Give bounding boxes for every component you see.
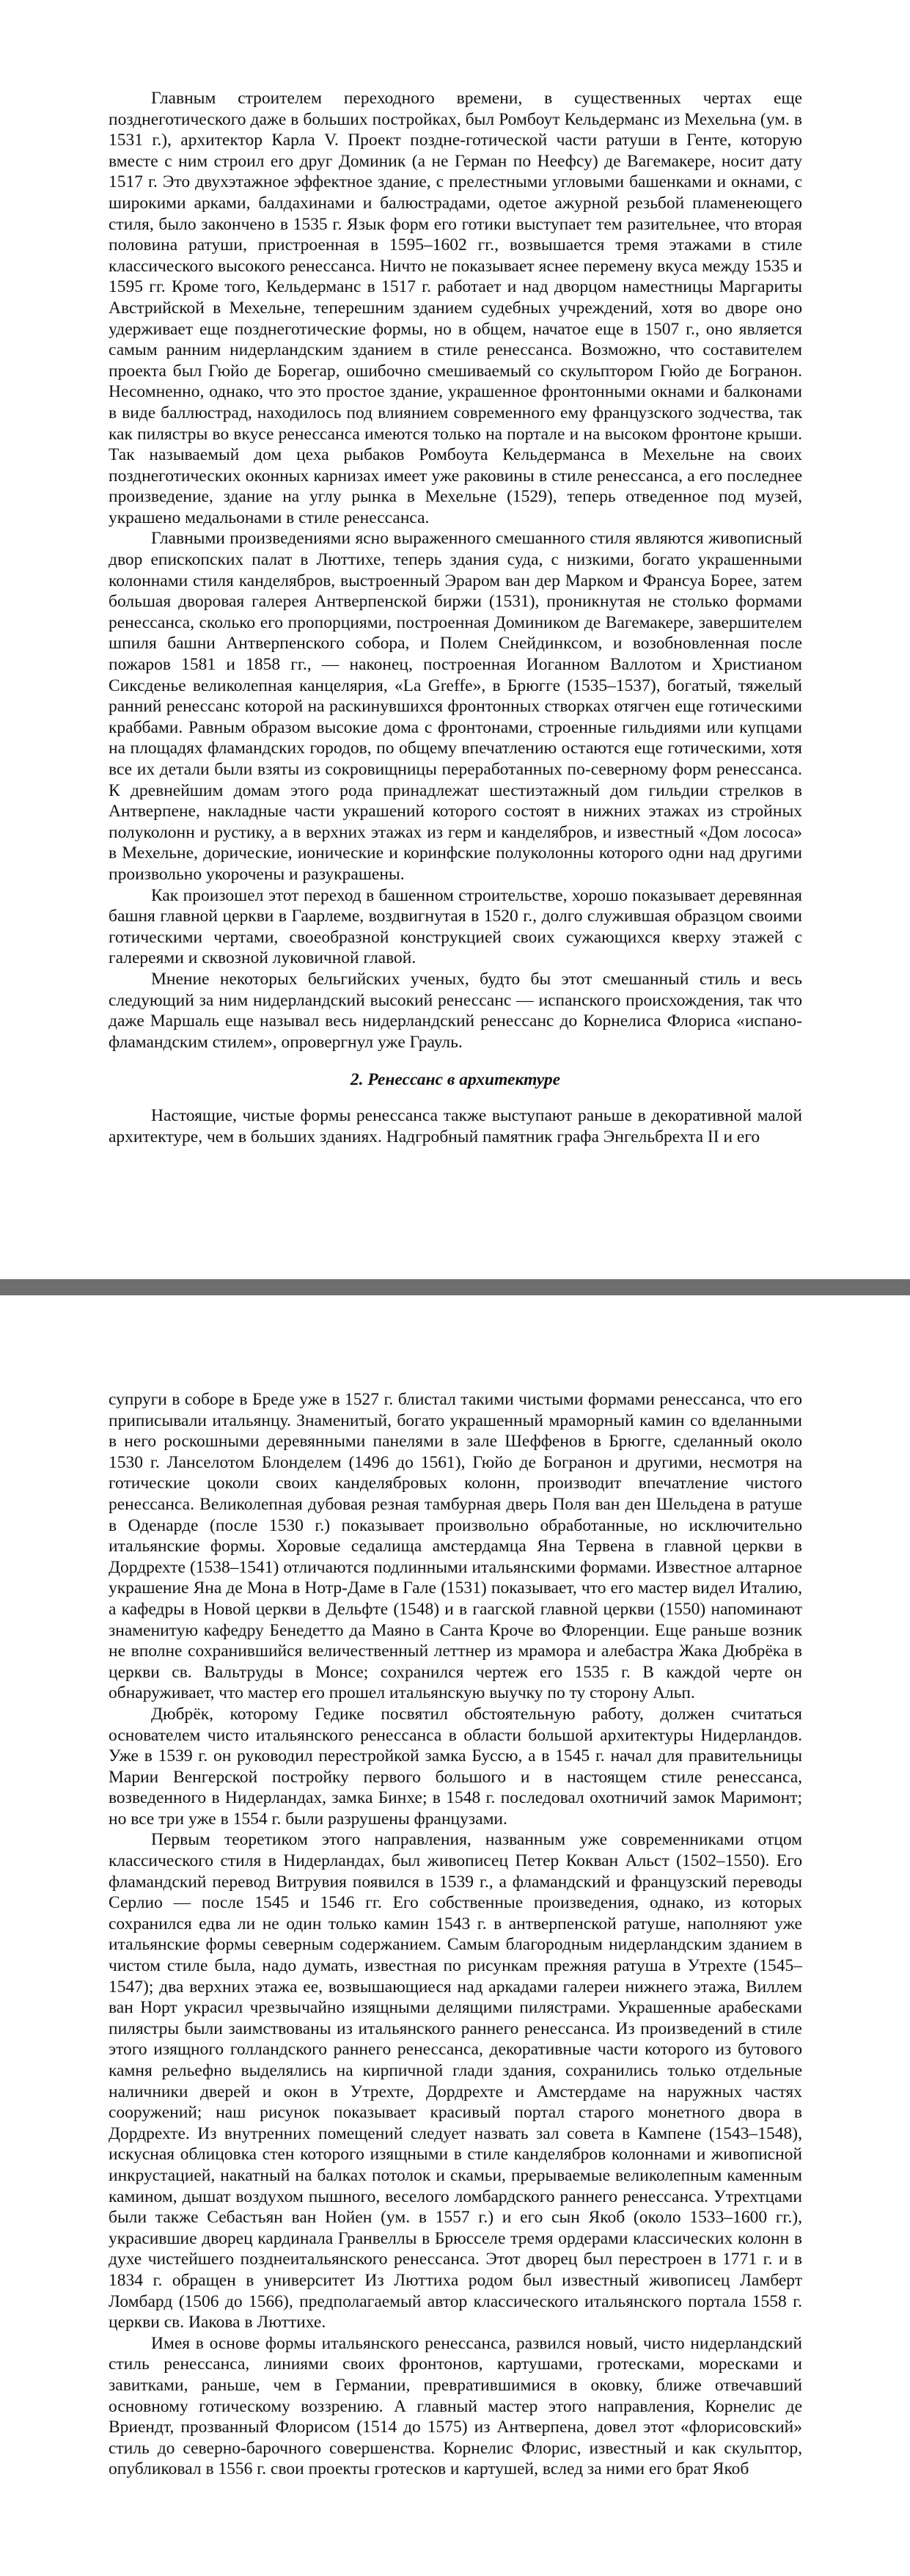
paragraph: Главными произведениями ясно выраженного смешанного стиля являются живописный двор епископских палат в Люттихе, теперь здания суда, с низкими, богато украшенными колоннами стиля канделябров, выстроенный Эраром ван дер Марком и Франсуа Борее, затем большая дворовая галерея Антверпенской биржи (1531), проникнутая не столько формами ренессанса, сколько его пропорциями, построенная Домиником де Вагемакере, завершителем шпиля башни Антверпенского собора, и Полем Снейдинксом, и возобновленная после пожаров 1581 и 1858 гг., — наконец, построенная Иоганном Валлотом и Христианом Сиксденье великолепная канцелярия, «La Greffe», в Брюгге (1535–1537), богатый, тяжелый ранний ренессанс которой на раскинувшихся фронтонных створках отягчен еще готическими краббами. Равным образом высокие дома с фронтонами, строенные гильдиями или купцами на площадях фламандских городов, по общему впечатлению остаются еще готическими, хотя все их детали были взяты из сокровищницы переработанных по-северному форм ренессанса. К древнейшим домам этого рода принадлежат шестиэтажный дом гильдии стрелков в Антверпене, накладные части украшений которого состоят в нижних этажах из стройных полуколонн и рустику, а в верхних этажах из герм и канделябров, и известный «Дом лососа» в Мехельне, дорические, ионические и коринфские полуколонны которого одни над другими произвольно укорочены и разукрашены.: [109, 529, 802, 884]
paragraph: Главным строителем переходного времени, в существенных чертах еще позднеготического даже в больших постройках, был Ромбоут Кельдерманс из Мехельна (ум. в 1531 г.), архитектор Карла V. Проект поздне-готической части ратуши в Генте, которую вместе с ним строил его друг Доминик (а не Герман по Неефсу) де Вагемакере, носит дату 1517 г. Это двухэтажное эффектное здание, с прелестными угловыми башенками и окнами, с широкими арками, балдахинами и балюстрадами, одетое ажурной резьбой пламенеющего стиля, было закончено в 1535 г. Язык форм его готики выступает тем разительнее, что вторая половина ратуши, пристроенная в 1595–1602 гг., возвышается тремя этажами в стиле классического высокого ренессанса. Ничто не показывает яснее перемену вкуса между 1535 и 1595 гг. Кроме того, Кельдерманс в 1517 г. работает и над дворцом наместницы Маргариты Австрийской в Мехельне, теперешним зданием судебных учреждений, хотя во дворе оно удерживает еще позднеготические формы, но в общем, начатое еще в 1507 г., оно является самым ранним нидерландским зданием в стиле ренессанса. Возможно, что составителем проекта был Гюйо де Борегар, ошибочно смешиваемый со скульптором Гюйо де Богранон. Несомненно, однако, что это простое здание, украшенное фронтонными окнами и балконами в виде баллюстрад, находилось под влиянием современного ему французского зодчества, так как пилястры во вкусе ренессанса имеются только на портале и на высоком фронтоне крыши. Так называемый дом цеха рыбаков Ромбоута Кельдерманса в Мехельне на своих позднеготических оконных карнизах имеет уже раковины в стиле ренессанса, а его последнее произведение, здание на углу рынка в Мехельне (1529), теперь отведенное под музей, украшено медальонами в стиле ренессанса.: [109, 89, 802, 527]
paragraph: Настоящие, чистые формы ренессанса также выступают раньше в декоративной малой архитектуре, чем в больших зданиях. Надгробный памятник графа Энгельбрехта II и его: [109, 1106, 802, 1146]
paragraph: Имея в основе формы итальянского ренессанса, развился новый, чисто нидерландский стиль ренессанса, линиями своих фронтонов, картушами, гротесками, моресками и завитками, раньше, чем в Германии, превратившимися в оковку, ближе отвечавший основному готическому воззрению. А главный мастер этого направления, Корнелис де Вриендт, прозванный Флорисом (1514 до 1575) из Антверпена, довел этот «флорисовский» стиль до северно-барочного совершенства. Корнелис Флорис, известный и как скульптор, опубликовал в 1556 г. свои проекты гротесков и картушей, вслед за ними его брат Якоб: [109, 2333, 802, 2479]
paragraph: Первым теоретиком этого направления, названным уже современниками отцом классического стиля в Нидерландах, был живописец Петер Кокван Альст (1502–1550). Его фламандский перевод Витрувия появился в 1539 г., а фламандский и французский переводы Серлио — после 1545 и 1546 гг. Его собственные произведения, однако, из которых сохранился едва ли не один только камин 1543 г. в антверпенской ратуше, наполняют уже итальянские формы северным содержанием. Самым благородным нидерландским зданием в чистом стиле была, надо думать, известная по рисункам прежняя ратуша в Утрехте (1545–1547); два верхних этажа ее, возвышающиеся над аркадами галереи нижнего этажа, Виллем ван Норт украсил чрезвычайно изящными делящими пилястрами. Украшенные арабесками пилястры были заимствованы из итальянского раннего ренессанса. Из произведений в стиле этого изящного голландского раннего ренессанса, декоративные части которого из бутового камня рельефно выделялись на кирпичной глади здания, сохранились только отдельные наличники дверей и окон в Утрехте, Дордрехте и Амстердаме на наружных частях сооружений; наш рисунок показывает красивый портал старого монетного двора в Дордрехте. Из внутренних помещений следует назвать зал совета в Кампене (1543–1548), искусная облицовка стен которого изящными в стиле канделябров колоннами и живописной инкрустацией, накатный на балках потолок и скамьи, прерываемые великолепным каменным камином, дышат воздухом пышного, веселого ломбардского раннего ренессанса. Утрехтцами были также Себастьян ван Нойен (ум. в 1557 г.) и его сын Якоб (около 1533–1600 гг.), украсившие дворец кардинала Гранвеллы в Брюсселе тремя ордерами классических колонн в духе чистейшего позднеитальянского ренессанса. Этот дворец был перестроен в 1771 г. и в 1834 г. обращен в университет Из Люттиха родом был известный живописец Ламберт Ломбард (1506 до 1566), предполагаемый автор классического итальянского портала 1558 г. церкви св. Иакова в Люттихе.: [109, 1830, 802, 2332]
paragraph: Дюбрёк, которому Гедике посвятил обстоятельную работу, должен считаться основателем чисто итальянского ренессанса в области большой архитектуры Нидерландов. Уже в 1539 г. он руководил перестройкой замка Буссю, а в 1545 г. начал для правительницы Марии Венгерской постройку первого большого и в настоящем стиле ренессанса, возведенного в Нидерландах, замка Бинхе; в 1548 г. последовал охотничий замок Маримонт; но все три уже в 1554 г. были разрушены французами.: [109, 1704, 802, 1829]
section-heading: 2. Ренессанс в архитектуре: [350, 1070, 561, 1090]
page-1: [0, 0, 910, 1279]
paragraph-continuation: супруги в соборе в Бреде уже в 1527 г. блистал такими чистыми формами ренессанса, что его приписывали итальянцу. Знаменитый, богато украшенный мраморный камин со вделанными в него роскошными деревянными панелями в зале Шеффенов в Брюгге, сделанный около 1530 г. Ланселотом Блонделем (1496 до 1561), Гюйо де Богранон и другими, несмотря на готические цоколи своих канделябровых колонн, производит впечатление чистого ренессанса. Великолепная дубовая резная тамбурная дверь Поля ван ден Шельдена в ратуше в Оденарде (после 1530 г.) показывает произвольно обработанные, но исключительно итальянские формы. Хоровые седалища амстердамца Яна Тервена в главной церкви в Дордрехте (1538–1541) отличаются подлинными итальянскими формами. Известное алтарное украшение Яна де Мона в Нотр-Даме в Гале (1531) показывает, что его мастер видел Италию, а кафедры в Новой церкви в Дельфте (1548) и в гаагской главной церкви (1550) напоминают знаменитую кафедру Бенедетто да Маяно в Санта Кроче во Флоренции. Еще раньше возник не вполне сохранившийся величественный леттнер из мрамора и алебастра Жака Дюбрёка в церкви св. Вальтруды в Монсе; сохранился чертеж его 1535 г. В каждой черте он обнаруживает, что мастер его прошел итальянскую выучку по ту сторону Альп.: [109, 1390, 802, 1703]
page-2: [0, 1295, 910, 2576]
page-2-text: [109, 1389, 802, 2480]
paragraph: Как произошел этот переход в башенном строительстве, хорошо показывает деревянная башня главной церкви в Гаарлеме, воздвигнутая в 1520 г., долго служившая образцом своими готическими чертами, своеобразной конструкцией своих сужающихся кверху этажей с галереями и сквозной луковичной главой.: [109, 885, 802, 968]
page-1-text: [109, 88, 802, 1148]
paragraph: Мнение некоторых бельгийских ученых, будто бы этот смешанный стиль и весь следующий за ним нидерландский высокий ренессанс — испанского происхождения, так что даже Маршаль еще называл весь нидерландский ренессанс до Корнелиса Флориса «испано-фламандским стилем», опровергнул уже Грауль.: [109, 969, 802, 1052]
